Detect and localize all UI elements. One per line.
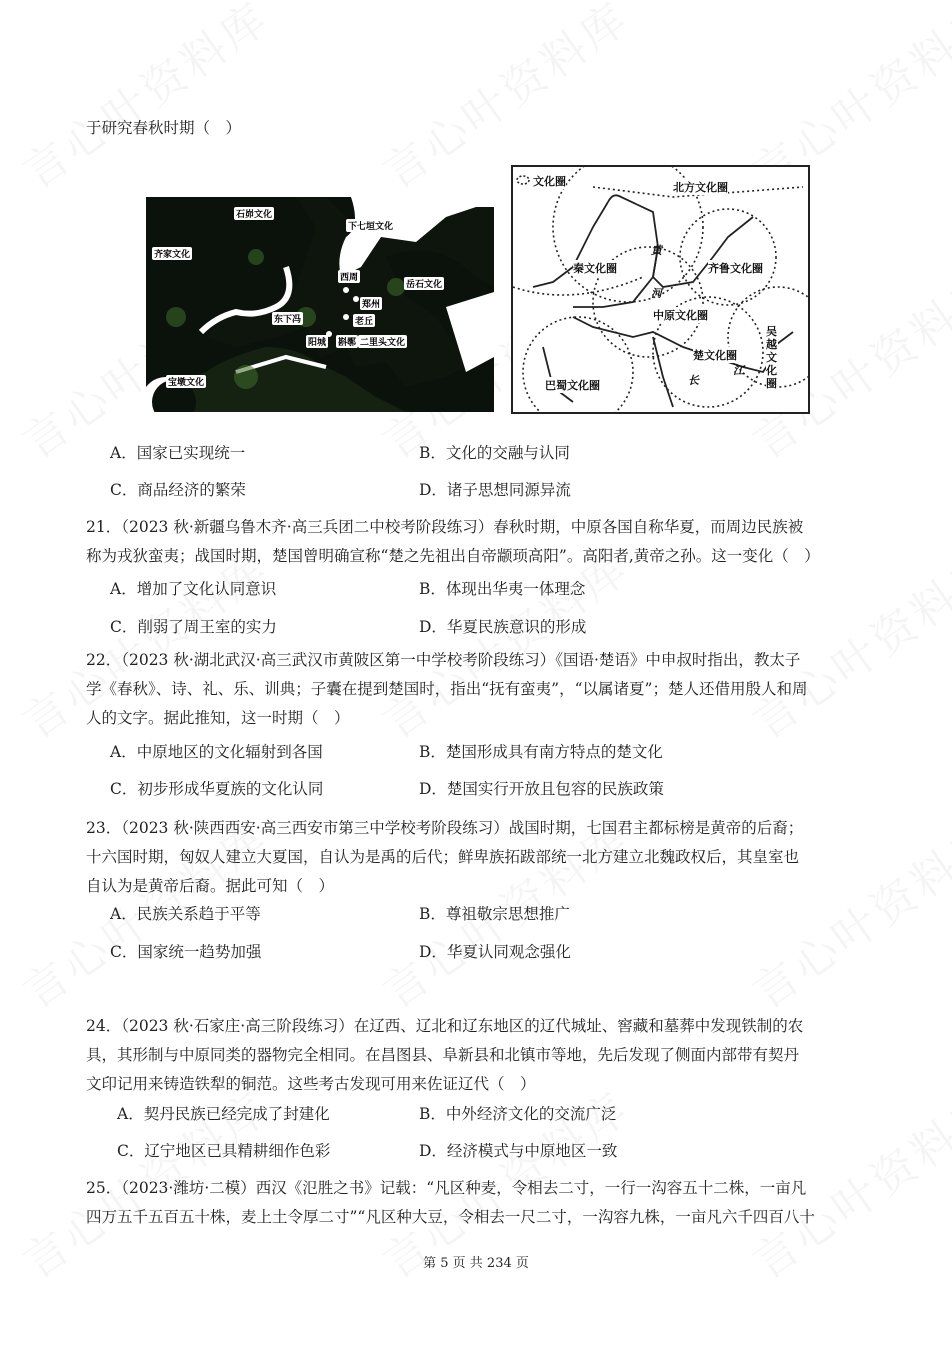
option-d[interactable]: D．经济模式与中原地区一致 — [419, 1142, 618, 1160]
stem-line: 22．（2023 秋·湖北武汉·高三武汉市黄陂区第一中学校考阶段练习）《国语·楚语》中申叔时指出，教太子 — [86, 651, 801, 669]
map-label: 北方文化圈 — [673, 181, 728, 194]
map-label: 下七垣文化 — [346, 219, 395, 232]
option-a[interactable]: A．契丹民族已经完成了封建化 — [117, 1105, 330, 1123]
option-b[interactable]: B．文化的交融与认同 — [419, 444, 570, 462]
option-c[interactable]: C．辽宁地区已具精耕细作色彩 — [117, 1142, 331, 1160]
map-label: 老丘 — [353, 314, 375, 327]
map-label: 宝墩文化 — [166, 375, 206, 388]
option-b[interactable]: B．楚国形成具有南方特点的楚文化 — [419, 743, 663, 761]
question-23-stem — [86, 814, 866, 901]
stem-line: 23．（2023 秋·陕西西安·高三西安市第三中学校考阶段练习）战国时期，七国君主都标榜是黄帝的后裔； — [86, 819, 804, 837]
option-b[interactable]: B．中外经济文化的交流广泛 — [419, 1105, 617, 1123]
stem-line: 称为戎狄蛮夷；战国时期，楚国曾明确宣称“楚之先祖出自帝颛顼高阳”。高阳者,黄帝之孙。这一变化（ ） — [86, 547, 820, 565]
map-label: 阳城 — [306, 335, 328, 348]
cultural-circles-map — [511, 165, 810, 414]
stem-line: 具，其形制与中原同类的器物完全相同。在昌图县、阜新县和北镇市等地，先后发现了侧面内部带有契丹 — [86, 1046, 800, 1064]
map-label: 郑州 — [360, 297, 382, 310]
river-label: 河 — [651, 287, 662, 300]
page-number: 第 5 页 共 234 页 — [423, 1256, 529, 1271]
question-22-stem — [86, 646, 866, 733]
option-a[interactable]: A．中原地区的文化辐射到各国 — [110, 743, 323, 761]
map-label: 东下冯 — [272, 312, 303, 325]
map-label: 岳石文化 — [404, 277, 444, 290]
option-c[interactable]: C．商品经济的繁荣 — [110, 481, 246, 499]
question-24-stem — [86, 1012, 866, 1099]
option-b[interactable]: B．体现出华夷一体理念 — [419, 580, 586, 598]
stem-line: 学《春秋》、诗、礼、乐、训典；子囊在提到楚国时，指出“抚有蛮夷”，“以属诸夏”；楚人还借用殷人和周 — [86, 680, 808, 698]
option-d[interactable]: D．华夏认同观念强化 — [419, 943, 571, 961]
map-label: 齐家文化 — [152, 247, 192, 260]
option-a[interactable]: A．增加了文化认同意识 — [110, 580, 277, 598]
river-label: 黄 — [651, 244, 662, 257]
stem-line: 十六国时期，匈奴人建立大夏国，自认为是禹的后代；鲜卑族拓跋部统一北方建立北魏政权后，其皇室也 — [86, 848, 800, 866]
map-label: 巴蜀文化圈 — [545, 379, 600, 392]
stem-line: 21．（2023 秋·新疆乌鲁木齐·高三兵团二中校考阶段练习）春秋时期，中原各国自称华夏，而周边民族被 — [86, 518, 804, 536]
map-label: 斟鄩 — [336, 335, 358, 348]
map-label: 齐鲁文化圈 — [708, 262, 763, 275]
map-label: 秦文化圈 — [573, 262, 617, 275]
archaeological-culture-map — [146, 197, 494, 412]
question-21-stem — [86, 513, 866, 571]
option-c[interactable]: C．国家统一趋势加强 — [110, 943, 262, 961]
map-label: 石峁文化 — [234, 207, 274, 220]
map-label: 二里头文化 — [358, 335, 407, 348]
map-label: 楚文化圈 — [693, 349, 737, 362]
option-c[interactable]: C．削弱了周王室的实力 — [110, 618, 277, 636]
option-d[interactable]: D．华夏民族意识的形成 — [419, 618, 587, 636]
stem-line: 四万五千五百五十株，麦上土令厚二寸”“凡区种大豆，令相去一尺二寸，一沟容九株，一亩凡六千四百八十 — [86, 1208, 815, 1226]
option-a[interactable]: A．民族关系趋于平等 — [110, 905, 261, 923]
option-d[interactable]: D．诸子思想同源异流 — [419, 481, 571, 499]
option-b[interactable]: B．尊祖敬宗思想推广 — [419, 905, 570, 923]
stem-line: 人的文字。据此推知，这一时期（ ） — [86, 709, 350, 727]
stem-line: 文印记用来铸造铁犁的铜范。这些考古发现可用来佐证辽代（ ） — [86, 1075, 536, 1093]
map-label: 吴越文化圈 — [766, 325, 777, 390]
river-label: 长 — [688, 374, 699, 387]
option-c[interactable]: C．初步形成华夏族的文化认同 — [110, 780, 324, 798]
question-25-stem — [86, 1174, 866, 1232]
legend-label: 文化圈 — [533, 175, 566, 188]
option-d[interactable]: D．楚国实行开放且包容的民族政策 — [419, 780, 664, 798]
stem-line: 25．（2023·潍坊·二模）西汉《氾胜之书》记载：“凡区种麦，令相去二寸，一行一沟容五十二株，一亩凡 — [86, 1179, 807, 1197]
map-label: 中原文化圈 — [653, 309, 708, 322]
stem-line: 自认为是黄帝后裔。据此可知（ ） — [86, 877, 335, 895]
question-20-stem-tail: 于研究春秋时期（ ） — [86, 119, 242, 137]
map-label: 西周 — [338, 270, 360, 283]
river-label: 江 — [733, 364, 744, 377]
option-a[interactable]: A．国家已实现统一 — [110, 444, 246, 462]
stem-line: 24．（2023 秋·石家庄·高三阶段练习）在辽西、辽北和辽东地区的辽代城址、窖藏和墓葬中发现铁制的农 — [86, 1017, 804, 1035]
